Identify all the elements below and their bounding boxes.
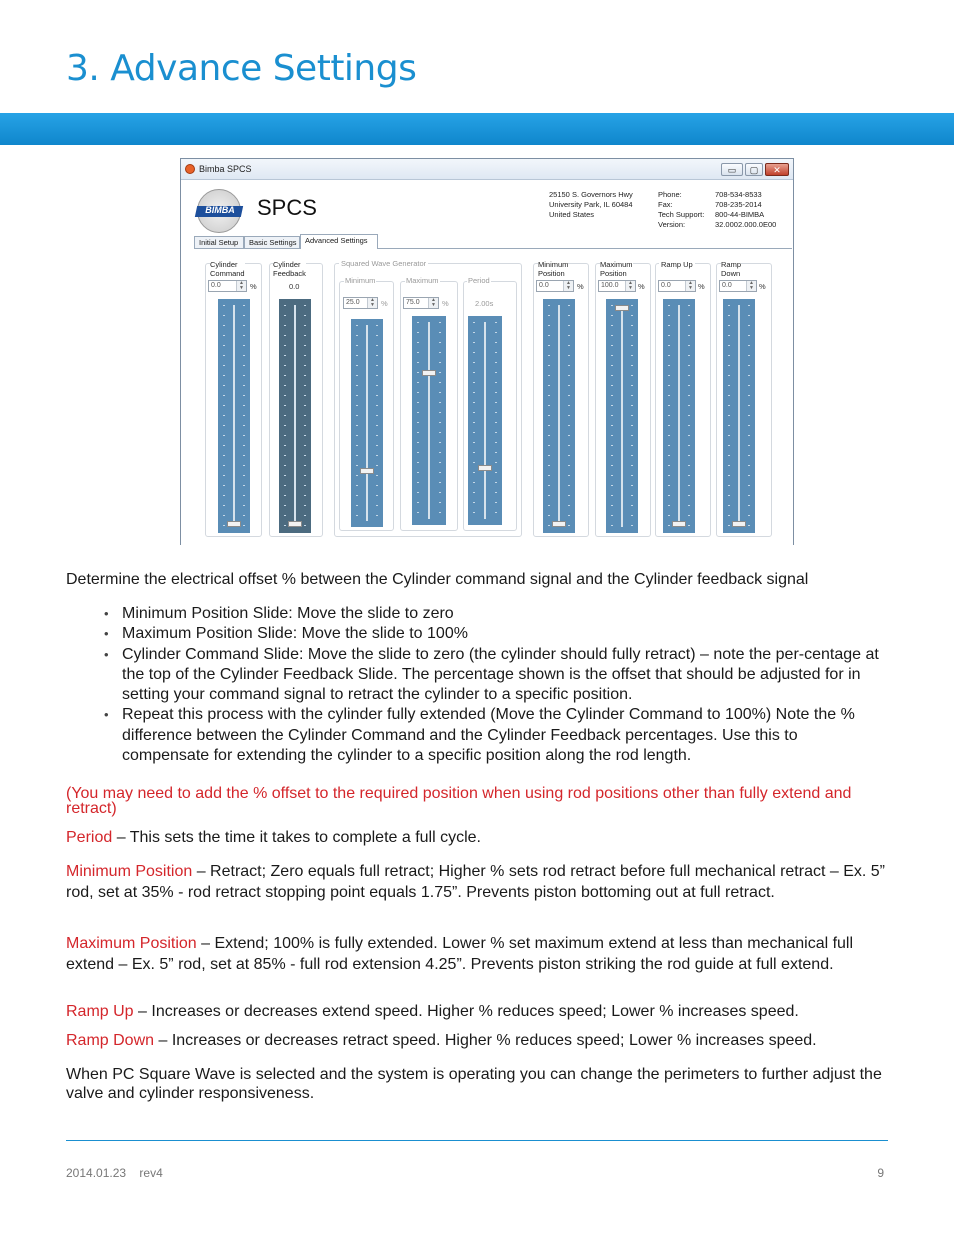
cylinder-feedback-slider xyxy=(279,299,311,533)
app-name: SPCS xyxy=(257,195,317,220)
ramp-up-unit: % xyxy=(698,282,705,291)
list-item: • Minimum Position Slide: Move the slide to zero xyxy=(104,604,888,624)
minimum-position-slider-thumb[interactable] xyxy=(552,521,566,527)
minimum-position-term: Minimum Position xyxy=(66,863,193,880)
sw-maximum-input[interactable]: 75.0 ▲ ▼ xyxy=(403,297,439,309)
sw-period-slider[interactable] xyxy=(468,316,502,525)
sw-maximum-slider-thumb[interactable] xyxy=(422,370,436,376)
maximum-position-unit: % xyxy=(638,282,645,291)
ramp-up-label: Ramp Up xyxy=(661,260,693,269)
cylinder-feedback-label: Cylinder Feedback xyxy=(273,260,306,278)
offset-note: (You may need to add the % offset to the required position when using rod positions other than fully extend and retract) xyxy=(66,785,852,817)
page-number: 9 xyxy=(877,1166,884,1180)
sw-minimum-slider-thumb[interactable] xyxy=(360,468,374,474)
list-item: • Cylinder Command Slide: Move the slide to zero (the cylinder should fully retract) – note the per-centage at the top of the Cylinder Feedback Slide. The percentage shown is the offset that should be adjusted for in setting your command signal to retract the cylinder to a specific position. xyxy=(104,645,888,706)
footer-rule xyxy=(66,1140,888,1141)
minimum-position-input[interactable]: 0.0 ▲ ▼ xyxy=(536,280,574,292)
maximum-position-label: Maximum Position xyxy=(600,260,633,278)
maximum-position-slider-thumb[interactable] xyxy=(615,305,629,311)
page-title: 3. Advance Settings xyxy=(66,48,417,89)
cylinder-command-slider-thumb[interactable] xyxy=(227,521,241,527)
ramp-down-term: Ramp Down xyxy=(66,1032,155,1049)
ramp-down-input[interactable]: 0.0 ▲ ▼ xyxy=(719,280,757,292)
ramp-down-label: Ramp Down xyxy=(721,260,742,278)
app-icon xyxy=(185,164,195,174)
sw-minimum-slider[interactable] xyxy=(351,319,383,527)
intro-paragraph: Determine the electrical offset % between the Cylinder command signal and the Cylinder feedback signal xyxy=(66,571,809,588)
square-wave-label: Squared Wave Generator xyxy=(341,259,427,268)
bimba-logo: BIMBA xyxy=(197,189,241,233)
close-icon[interactable]: ✕ xyxy=(765,163,789,176)
list-item: • Repeat this process with the cylinder fully extended (Move the Cylinder Command to 100%) Note the % difference between the Cylinder Command and the Cylinder Feedback percentages. Use this to compensate for extending the cylinder to a specific position along the rod length. xyxy=(104,705,888,766)
period-definition xyxy=(66,828,888,849)
period-text: – This sets the time it takes to complete a full cycle. xyxy=(112,829,481,846)
maximum-position-slider[interactable] xyxy=(606,299,638,533)
closing-paragraph: When PC Square Wave is selected and the system is operating you can change the perimeters to further adjust the valve and cylinder responsiveness. xyxy=(66,1066,882,1102)
cylinder-command-label: Cylinder Command xyxy=(210,260,245,278)
ramp-up-slider[interactable] xyxy=(663,299,695,533)
maximum-position-input[interactable]: 100.0 ▲ ▼ xyxy=(598,280,636,292)
sw-minimum-unit: % xyxy=(381,299,388,308)
sw-period-value: 2.00s xyxy=(475,299,494,308)
ramp-up-definition xyxy=(66,1002,888,1023)
ramp-down-slider-thumb[interactable] xyxy=(732,521,746,527)
minimum-position-slider[interactable] xyxy=(543,299,575,533)
minimum-position-text: – Retract; Zero equals full retract; Higher % sets rod retract before full mechanical retract – Ex. 5” rod, set at 35% - rod retract stopping point equals 1.75”. Prevents piston bottoming out at full retract. xyxy=(66,863,885,901)
sw-maximum-unit: % xyxy=(442,299,449,308)
header-band xyxy=(0,113,954,145)
sw-maximum-label: Maximum xyxy=(406,276,439,285)
cylinder-command-unit: % xyxy=(250,282,257,291)
tab-initial-setup[interactable]: Initial Setup xyxy=(194,236,244,248)
cylinder-command-slider[interactable] xyxy=(218,299,250,533)
ramp-up-slider-thumb[interactable] xyxy=(672,521,686,527)
footer-date-revision: 2014.01.23 rev4 xyxy=(66,1166,163,1180)
contact-values: 708-534-8533 708-235-2014 800-44-BIMBA 32.0002.000.0E00 xyxy=(715,190,777,229)
cylinder-feedback-slider-thumb xyxy=(288,521,302,527)
sw-period-slider-thumb[interactable] xyxy=(478,465,492,471)
tab-basic-settings[interactable]: Basic Settings xyxy=(244,236,300,248)
sw-minimum-input[interactable]: 25.0 ▲ ▼ xyxy=(343,297,378,309)
list-item: • Maximum Position Slide: Move the slide to 100% xyxy=(104,624,888,644)
period-term: Period xyxy=(66,829,113,846)
ramp-up-input[interactable]: 0.0 ▲ ▼ xyxy=(658,280,696,292)
sw-minimum-label: Minimum xyxy=(345,276,376,285)
company-address: 25150 S. Governors Hwy University Park, IL 60484 United States xyxy=(549,190,633,219)
ramp-down-text: – Increases or decreases retract speed. Higher % reduces speed; Lower % increases speed. xyxy=(154,1032,817,1049)
app-window-screenshot xyxy=(180,158,794,545)
sw-maximum-slider[interactable] xyxy=(412,316,446,525)
cylinder-feedback-value: 0.0 xyxy=(289,282,300,291)
window-titlebar xyxy=(181,159,793,180)
sw-period-label: Period xyxy=(468,276,490,285)
minimum-position-definition xyxy=(66,862,888,903)
window-title: Bimba SPCS xyxy=(199,164,252,174)
ramp-up-text: – Increases or decreases extend speed. Higher % reduces speed; Lower % increases speed. xyxy=(133,1003,799,1020)
ramp-up-term: Ramp Up xyxy=(66,1003,134,1020)
ramp-down-slider[interactable] xyxy=(723,299,755,533)
maximum-position-term: Maximum Position xyxy=(66,935,197,952)
minimum-position-label: Minimum Position xyxy=(538,260,569,278)
instruction-list xyxy=(104,604,888,766)
maximum-position-text: – Extend; 100% is fully extended. Lower % set maximum extend at less than mechanical full extend – Ex. 5” rod, set at 85% - full rod extension 4.25”. Prevents piston striking the rod guide at full extend. xyxy=(66,935,854,973)
cylinder-command-input[interactable]: 0.0 ▲ ▼ xyxy=(208,280,247,292)
ramp-down-unit: % xyxy=(759,282,766,291)
minimize-icon[interactable]: ▭ xyxy=(721,163,743,176)
tab-advanced-settings[interactable]: Advanced Settings xyxy=(300,234,378,249)
minimum-position-unit: % xyxy=(577,282,584,291)
maximum-position-definition xyxy=(66,934,888,975)
ramp-down-definition xyxy=(66,1031,888,1052)
contact-labels: Phone: Fax: Tech Support: Version: xyxy=(658,190,705,229)
maximize-icon[interactable]: ▢ xyxy=(745,163,763,176)
